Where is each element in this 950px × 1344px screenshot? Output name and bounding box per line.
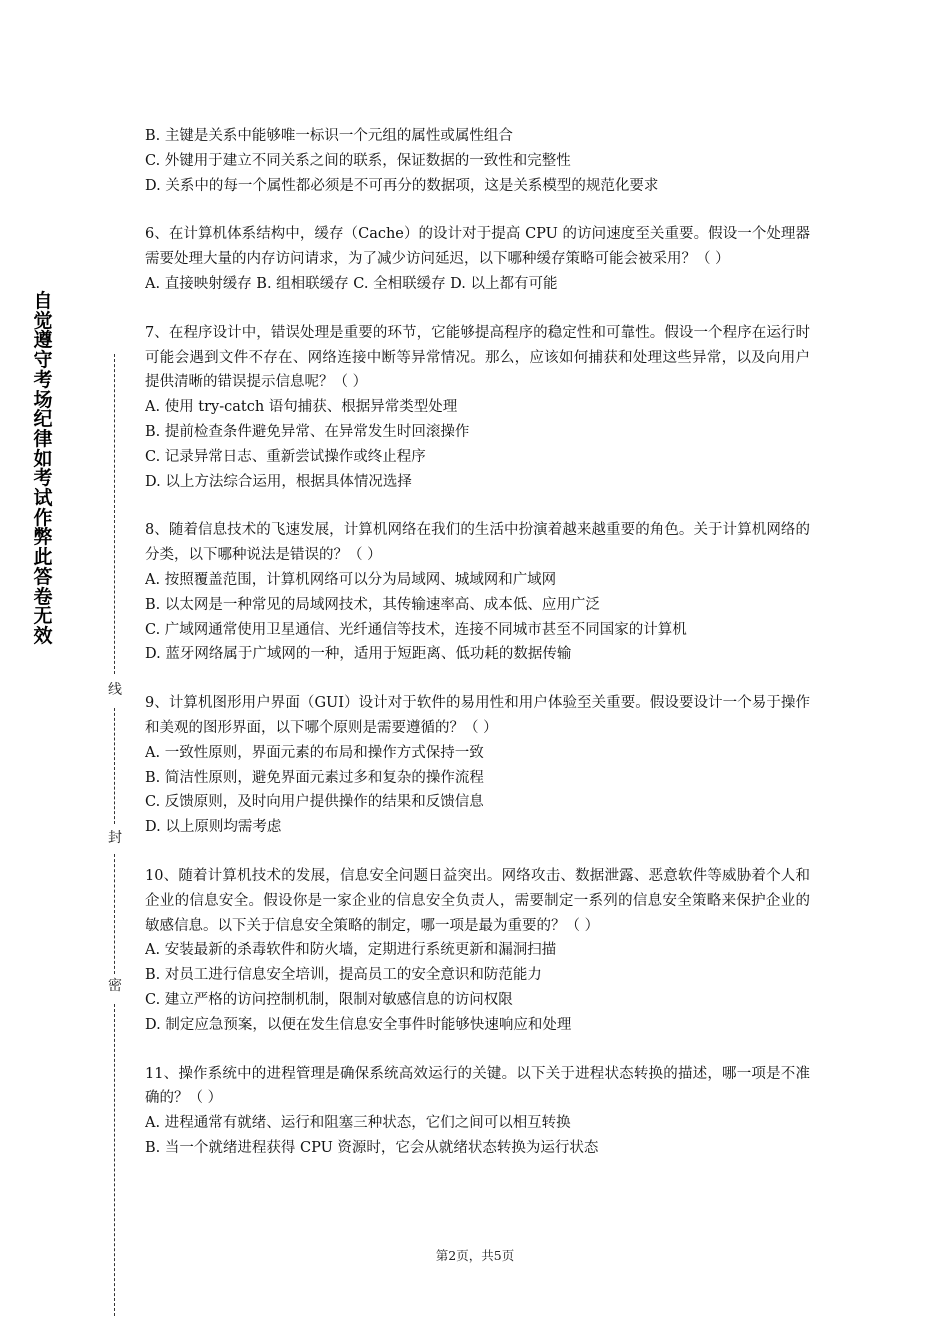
option-d: D. 制定应急预案，以便在发生信息安全事件时能够快速响应和处理 <box>145 1016 572 1033</box>
question-list <box>145 124 810 1161</box>
option-a: A. 使用 try-catch 语句捕获、根据异常类型处理 <box>145 399 458 416</box>
seal-line-mi: 密 <box>105 976 125 996</box>
option-a: A. 一致性原则，界面元素的布局和操作方式保持一致 <box>145 744 484 761</box>
option-b: B. 对员工进行信息安全培训，提高员工的安全意识和防范能力 <box>145 967 542 984</box>
seal-line-xian: 线 <box>105 680 125 700</box>
option-line: A. 直接映射缓存 B. 组相联缓存 C. 全相联缓存 D. 以上都有可能 <box>145 275 558 292</box>
question-7 <box>145 321 810 495</box>
seal-dashed-line <box>114 354 115 674</box>
seal-dashed-line <box>114 854 115 974</box>
question-stem: 7、在程序设计中，错误处理是重要的环节，它能够提高程序的稳定性和可靠性。假设一个程序在运行时可能会遇到文件不存在、网络连接中断等异常情况。那么，应该如何捕获和处理这些异常，以及向用户提供清晰的错误提示信息呢？（ ） <box>145 324 810 391</box>
option-c: C. 记录异常日志、重新尝试操作或终止程序 <box>145 448 426 465</box>
question-10 <box>145 864 810 1038</box>
option-b: B. 以太网是一种常见的局域网技术，其传输速率高、成本低、应用广泛 <box>145 596 600 613</box>
question-11 <box>145 1062 810 1161</box>
question-stem: 10、随着计算机技术的发展，信息安全问题日益突出。网络攻击、数据泄露、恶意软件等威胁着个人和企业的信息安全。假设你是一家企业的信息安全负责人，需要制定一系列的信息安全策略来保护企业的敏感信息。以下关于信息安全策略的制定，哪一项是最为重要的？（ ） <box>145 867 810 934</box>
option-b: B. 当一个就绪进程获得 CPU 资源时，它会从就绪状态转换为运行状态 <box>145 1139 599 1156</box>
option-b: B. 主键是关系中能够唯一标识一个元组的属性或属性组合 <box>145 128 513 144</box>
option-a: A. 按照覆盖范围，计算机网络可以分为局域网、城域网和广域网 <box>145 571 557 588</box>
option-a: A. 安装最新的杀毒软件和防火墙，定期进行系统更新和漏洞扫描 <box>145 942 557 959</box>
seal-dashed-line <box>114 1004 115 1316</box>
option-b: B. 简洁性原则，避免界面元素过多和复杂的操作流程 <box>145 769 484 786</box>
question-stem: 9、计算机图形用户界面（GUI）设计对于软件的易用性和用户体验至关重要。假设要设计一个易于操作和美观的图形界面，以下哪个原则是需要遵循的？（ ） <box>145 695 810 736</box>
option-c: C. 外键用于建立不同关系之间的联系，保证数据的一致性和完整性 <box>145 152 571 169</box>
page-number: 第2页，共5页 <box>435 1248 515 1263</box>
question-9 <box>145 691 810 840</box>
option-b: B. 提前检查条件避免异常、在异常发生时回滚操作 <box>145 423 470 440</box>
option-c: C. 反馈原则，及时向用户提供操作的结果和反馈信息 <box>145 794 484 811</box>
option-d: D. 蓝牙网络属于广域网的一种，适用于短距离、低功耗的数据传输 <box>145 646 572 663</box>
option-d: D. 以上原则均需考虑 <box>145 819 282 836</box>
option-d: D. 以上方法综合运用，根据具体情况选择 <box>145 473 412 490</box>
option-c: C. 建立严格的访问控制机制，限制对敏感信息的访问权限 <box>145 991 513 1008</box>
seal-line-feng: 封 <box>105 828 125 848</box>
option-a: A. 进程通常有就绪、运行和阻塞三种状态，它们之间可以相互转换 <box>145 1115 571 1132</box>
question-5-continuation <box>145 124 810 198</box>
question-6 <box>145 222 810 296</box>
option-d: D. 关系中的每一个属性都必须是不可再分的数据项，这是关系模型的规范化要求 <box>145 177 659 194</box>
seal-dashed-line <box>114 708 115 824</box>
question-stem: 6、在计算机体系结构中，缓存（Cache）的设计对于提高 CPU 的访问速度至关重要。假设一个处理器需要处理大量的内存访问请求，为了减少访问延迟，以下哪种缓存策略可能会被采用？（ ） <box>145 226 810 268</box>
question-8 <box>145 518 810 667</box>
question-stem: 11、操作系统中的进程管理是确保系统高效运行的关键。以下关于进程状态转换的描述，哪一项是不准确的？（ ） <box>145 1065 810 1107</box>
question-stem: 8、随着信息技术的飞速发展，计算机网络在我们的生活中扮演着越来越重要的角色。关于计算机网络的分类，以下哪种说法是错误的？（ ） <box>145 522 810 564</box>
exam-discipline-notice: 自觉遵守考场纪律如考试作弊此答卷无效 <box>33 290 53 647</box>
option-c: C. 广域网通常使用卫星通信、光纤通信等技术，连接不同城市甚至不同国家的计算机 <box>145 621 687 638</box>
